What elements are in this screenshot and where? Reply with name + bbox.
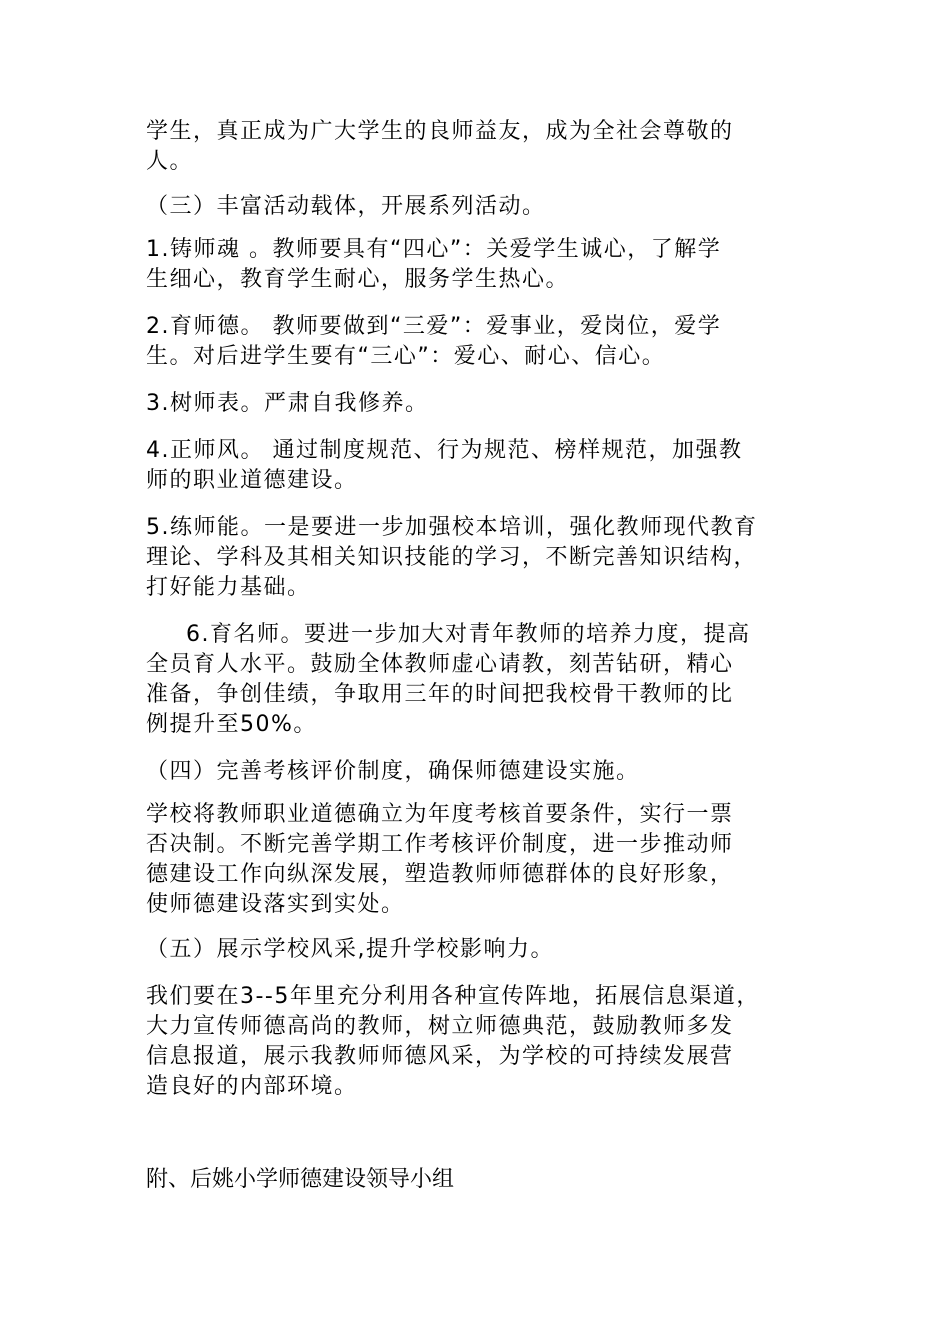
text-line: 准备，争创佳绩，争取用三年的时间把我校骨干教师的比	[146, 682, 734, 707]
text-line: （四）完善考核评价制度，确保师德建设实施。	[146, 759, 640, 784]
text-line: 造良好的内部环境。	[146, 1074, 358, 1099]
text-line: 生。对后进学生要有“三心”：爱心、耐心、信心。	[146, 344, 666, 369]
list-item-4	[146, 436, 816, 496]
text-line: 人。	[146, 149, 194, 174]
text-line: 学校将教师职业道德确立为年度考核首要条件，实行一票	[146, 802, 734, 827]
text-line: （五）展示学校风采,提升学校影响力。	[146, 937, 554, 962]
list-item-1	[146, 235, 816, 295]
list-item-5	[146, 513, 816, 603]
list-item-6	[146, 620, 816, 740]
text-line: 理论、学科及其相关知识技能的学习，不断完善知识结构，	[146, 545, 758, 570]
paragraph-promotion	[146, 982, 816, 1102]
appendix-title: 附、后姚小学师德建设领导小组	[146, 1167, 455, 1192]
section-heading-5	[146, 935, 816, 965]
text-line: 2.育师德。 教师要做到“三爱”：爱事业，爱岗位，爱学	[146, 314, 722, 339]
text-line: 打好能力基础。	[146, 575, 311, 600]
text-line: 信息报道，展示我教师师德风采，为学校的可持续发展营	[146, 1044, 734, 1069]
text-line: 3.树师表。严肃自我修养。	[146, 391, 429, 416]
list-item-2	[146, 312, 816, 372]
section-heading-4	[146, 757, 816, 787]
paragraph-closing-sentence	[146, 117, 816, 177]
text-line: 否决制。不断完善学期工作考核评价制度，进一步推动师	[146, 832, 734, 857]
text-line: （三）丰富活动载体，开展系列活动。	[146, 194, 546, 219]
section-heading-3	[146, 192, 816, 222]
text-line: 全员育人水平。鼓励全体教师虚心请教，刻苦钻研，精心	[146, 652, 734, 677]
list-item-3	[146, 389, 816, 419]
text-line: 生细心，教育学生耐心，服务学生热心。	[146, 267, 570, 292]
text-line: 1.铸师魂 。教师要具有“四心”：关爱学生诚心，了解学	[146, 237, 722, 262]
text-line: 我们要在3--5年里充分利用各种宣传阵地，拓展信息渠道，	[146, 984, 760, 1009]
text-line: 德建设工作向纵深发展，塑造教师师德群体的良好形象，	[146, 862, 734, 887]
text-line: 学生，真正成为广大学生的良师益友，成为全社会尊敬的	[146, 119, 734, 144]
paragraph-evaluation	[146, 800, 816, 920]
text-line: 4.正师风。 通过制度规范、行为规范、榜样规范，加强教	[146, 438, 743, 463]
text-line: 师的职业道德建设。	[146, 468, 358, 493]
text-line: 大力宣传师德高尚的教师，树立师德典范，鼓励教师多发	[146, 1014, 734, 1039]
text-line: 5.练师能。一是要进一步加强校本培训，强化教师现代教育	[146, 515, 758, 540]
text-line: 使师德建设落实到实处。	[146, 892, 405, 917]
text-line: 6.育名师。要进一步加大对青年教师的培养力度，提高	[186, 622, 751, 647]
text-line: 例提升至50%。	[146, 712, 317, 737]
